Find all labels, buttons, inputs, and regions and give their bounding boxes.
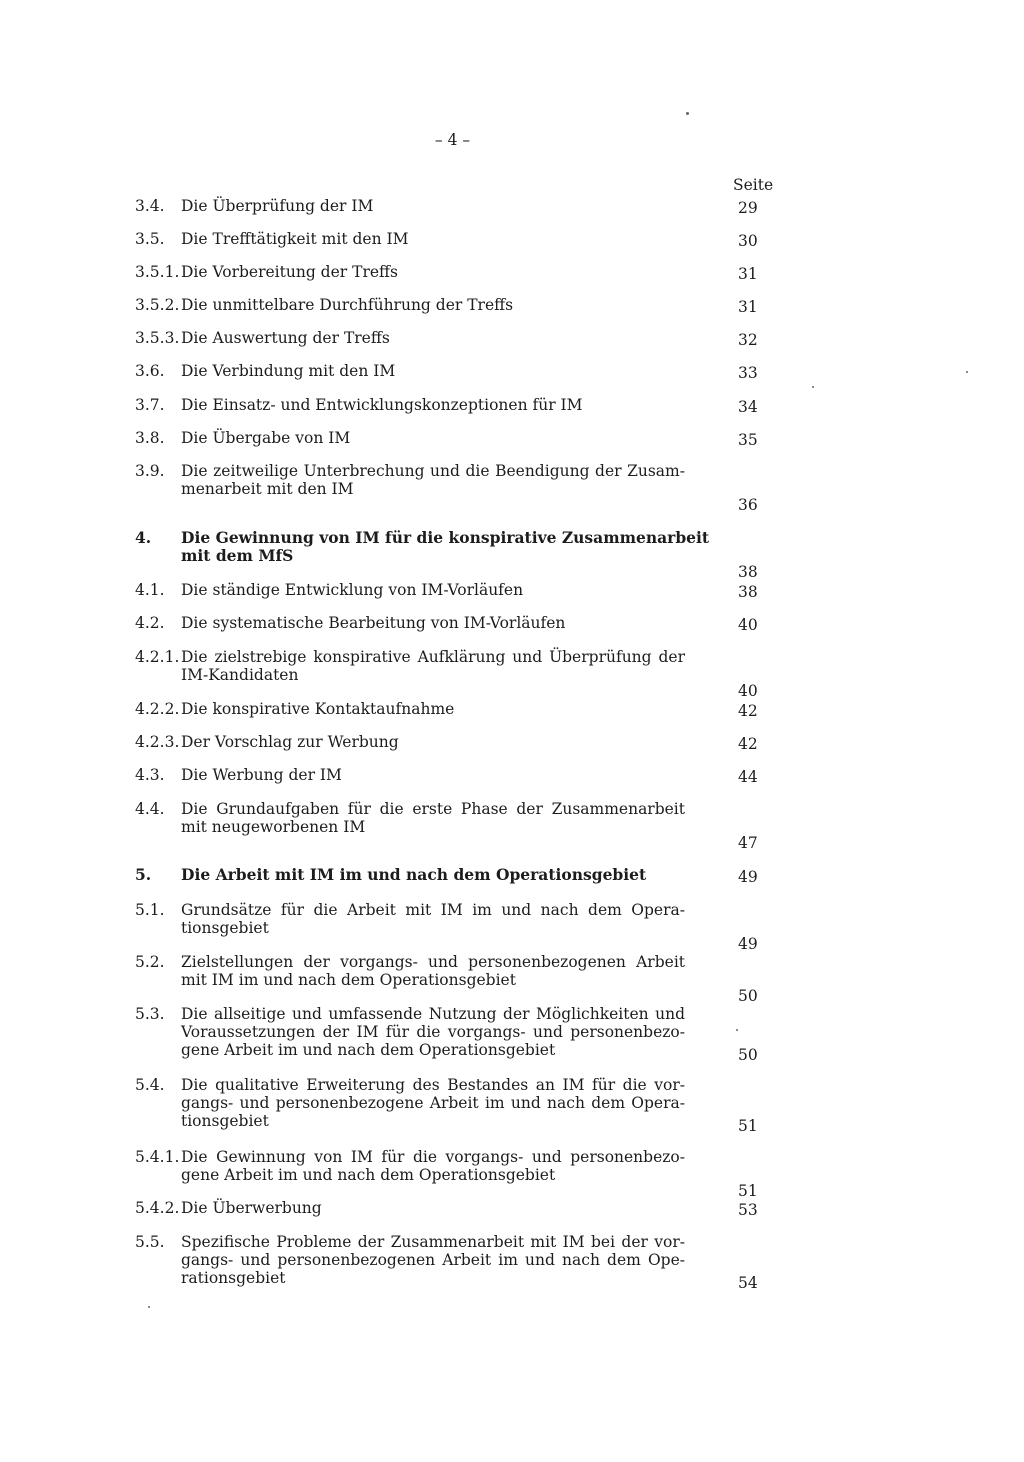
toc-entry-title [181,263,685,281]
toc-entry-title-line: gangs- und personenbezogenen Arbeit im und nach dem Ope- [181,1251,685,1269]
toc-entry-title [181,766,685,784]
toc-entry-title-line: Die systematische Bearbeitung von IM-Vorläufen [181,614,566,632]
page-number: – 4 – [434,131,471,149]
toc-entry-number: 3.5.3. [135,329,180,347]
toc-entry-page: 42 [738,735,758,753]
scan-speck [812,386,814,388]
toc-entry-page: 53 [738,1201,758,1219]
toc-entry-page: 31 [738,298,758,316]
toc-entry-title-line: Die Übergabe von IM [181,429,351,447]
toc-entry-title-line: mit neugeworbenen IM [181,818,366,836]
toc-entry-title-line: gene Arbeit im und nach dem Operationsgebiet [181,1041,556,1059]
toc-entry-title-line: Die konspirative Kontaktaufnahme [181,700,455,718]
toc-entry-title [181,614,685,632]
toc-entry-page: 40 [738,681,758,700]
toc-entry-title-line: Die Gewinnung von IM für die konspirative Zusammenarbeit [181,528,710,547]
toc-entry-page: 29 [738,199,758,217]
toc-entry-title-line: rationsgebiet [181,1269,286,1287]
scan-speck [686,112,689,115]
scan-speck [148,1306,150,1308]
toc-entry-title-line: gangs- und personenbezogene Arbeit im und nach dem Opera- [181,1094,685,1112]
toc-entry-title-line: Grundsätze für die Arbeit mit IM im und nach dem Opera- [181,901,685,919]
toc-entry-title-line: Die Gewinnung von IM für die vorgangs- und personenbezo- [181,1148,685,1166]
toc-entry-number: 3.6. [135,362,165,380]
toc-entry-number: 4.4. [135,800,165,818]
toc-entry-number: 5.4. [135,1076,165,1094]
toc-entry-title-line: Die Verbindung mit den IM [181,362,396,380]
toc-entry-title-line: Die Werbung der IM [181,766,342,784]
toc-entry-title [181,1148,685,1184]
toc-entry-page: 50 [738,986,758,1005]
page-column-header: Seite [733,176,774,194]
toc-entry-title-line: mit IM im und nach dem Operationsgebiet [181,971,516,989]
toc-entry-number: 5.3. [135,1005,165,1023]
toc-entry-title-line: Die Auswertung der Treffs [181,329,390,347]
toc-entry-title-line: Die allseitige und umfassende Nutzung der Möglichkeiten und [181,1005,685,1023]
toc-entry-title [181,866,685,884]
toc-entry-page: 47 [738,833,758,852]
toc-entry-title [181,733,685,751]
scan-speck [736,1029,738,1031]
toc-entry-number: 4. [135,528,152,547]
toc-entry-title [181,528,710,565]
toc-entry-page: 38 [738,562,758,581]
toc-entry-title-line: Zielstellungen der vorgangs- und personenbezogenen Arbeit [181,953,685,971]
toc-entry-number: 4.2.1. [135,648,180,666]
toc-entry-title-line: Die Einsatz- und Entwicklungskonzeptionen für IM [181,396,583,414]
toc-entry-number: 5.2. [135,953,165,971]
toc-entry-title-line: Die Trefftätigkeit mit den IM [181,230,409,248]
toc-entry-number: 3.8. [135,429,165,447]
toc-entry-page: 44 [738,768,758,786]
toc-entry-title-line: Die zeitweilige Unterbrechung und die Beendigung der Zusam- [181,462,685,480]
toc-entry-title-line: Die unmittelbare Durchführung der Treffs [181,296,514,314]
toc-entry-title [181,800,685,836]
toc-entry-page: 49 [738,868,758,886]
toc-entry-title [181,1076,685,1130]
toc-entry-title-line: Die Arbeit mit IM im und nach dem Operationsgebiet [181,865,647,884]
toc-entry-page: 40 [738,616,758,634]
toc-entry-page: 31 [738,265,758,283]
toc-entry-number: 3.7. [135,396,165,414]
toc-entry-title [181,1005,685,1059]
toc-entry-title-line: Die Überprüfung der IM [181,197,374,215]
toc-entry-number: 5.4.1. [135,1148,180,1166]
toc-entry-title-line: Die qualitative Erweiterung des Bestandes an IM für die vor- [181,1076,685,1094]
toc-entry-title-line: IM-Kandidaten [181,666,299,684]
toc-entry-title-line: Die Vorbereitung der Treffs [181,263,398,281]
toc-entry-page: 42 [738,702,758,720]
toc-entry-title [181,296,685,314]
toc-entry-number: 4.2.3. [135,733,180,751]
toc-entry-page: 38 [738,583,758,601]
toc-entry-title-line: Die Grundaufgaben für die erste Phase der Zusammenarbeit [181,800,685,818]
scan-speck [966,371,968,373]
toc-entry-number: 5. [135,865,152,884]
toc-entry-title [181,700,685,718]
toc-entry-page: 30 [738,232,758,250]
toc-entry-page: 54 [738,1274,758,1292]
toc-entry-page: 36 [738,495,758,514]
toc-entry-title-line: Die ständige Entwicklung von IM-Vorläufen [181,581,524,599]
toc-entry-title-line: mit dem MfS [181,546,294,565]
toc-entry-number: 3.5.2. [135,296,180,314]
toc-entry-number: 4.2.2. [135,700,180,718]
toc-entry-page: 35 [738,431,758,449]
toc-entry-number: 3.9. [135,462,165,480]
toc-entry-number: 4.3. [135,766,165,784]
toc-entry-title-line: menarbeit mit den IM [181,480,354,498]
toc-entry-page: 33 [738,364,758,382]
toc-entry-title-line: Die Überwerbung [181,1199,322,1217]
toc-entry-number: 4.2. [135,614,165,632]
toc-entry-number: 5.4.2. [135,1199,180,1217]
toc-entry-title [181,901,685,937]
toc-entry-page: 51 [738,1181,758,1200]
toc-entry-title-line: tionsgebiet [181,1112,269,1130]
toc-entry-title [181,429,685,447]
toc-entry-title [181,362,685,380]
toc-entry-number: 3.5. [135,230,165,248]
toc-entry-title [181,462,685,498]
toc-entry-page: 34 [738,398,758,416]
toc-entry-title-line: gene Arbeit im und nach dem Operationsgebiet [181,1166,556,1184]
toc-entry-title [181,329,685,347]
toc-entry-title [181,1233,685,1287]
toc-entry-title-line: Die zielstrebige konspirative Aufklärung und Überprüfung der [181,648,685,666]
toc-entry-page: 49 [738,934,758,953]
toc-entry-title [181,230,685,248]
toc-entry-page: 51 [738,1117,758,1135]
toc-entry-page: 50 [738,1046,758,1064]
toc-entry-title [181,396,685,414]
toc-entry-number: 3.5.1. [135,263,180,281]
toc-entry-number: 5.1. [135,901,165,919]
toc-entry-title-line: Spezifische Probleme der Zusammenarbeit mit IM bei der vor- [181,1233,685,1251]
toc-entry-number: 5.5. [135,1233,165,1251]
toc-entry-title [181,197,685,215]
toc-entry-title-line: Voraussetzungen der IM für die vorgangs- und personenbezo- [181,1023,685,1041]
toc-entry-number: 3.4. [135,197,165,215]
toc-entry-title [181,1199,685,1217]
toc-entry-number: 4.1. [135,581,165,599]
toc-entry-title-line: Der Vorschlag zur Werbung [181,733,399,751]
toc-entry-page: 32 [738,331,758,349]
toc-entry-title [181,953,685,989]
toc-entry-title-line: tionsgebiet [181,919,269,937]
toc-entry-title [181,581,685,599]
toc-entry-title [181,648,685,684]
